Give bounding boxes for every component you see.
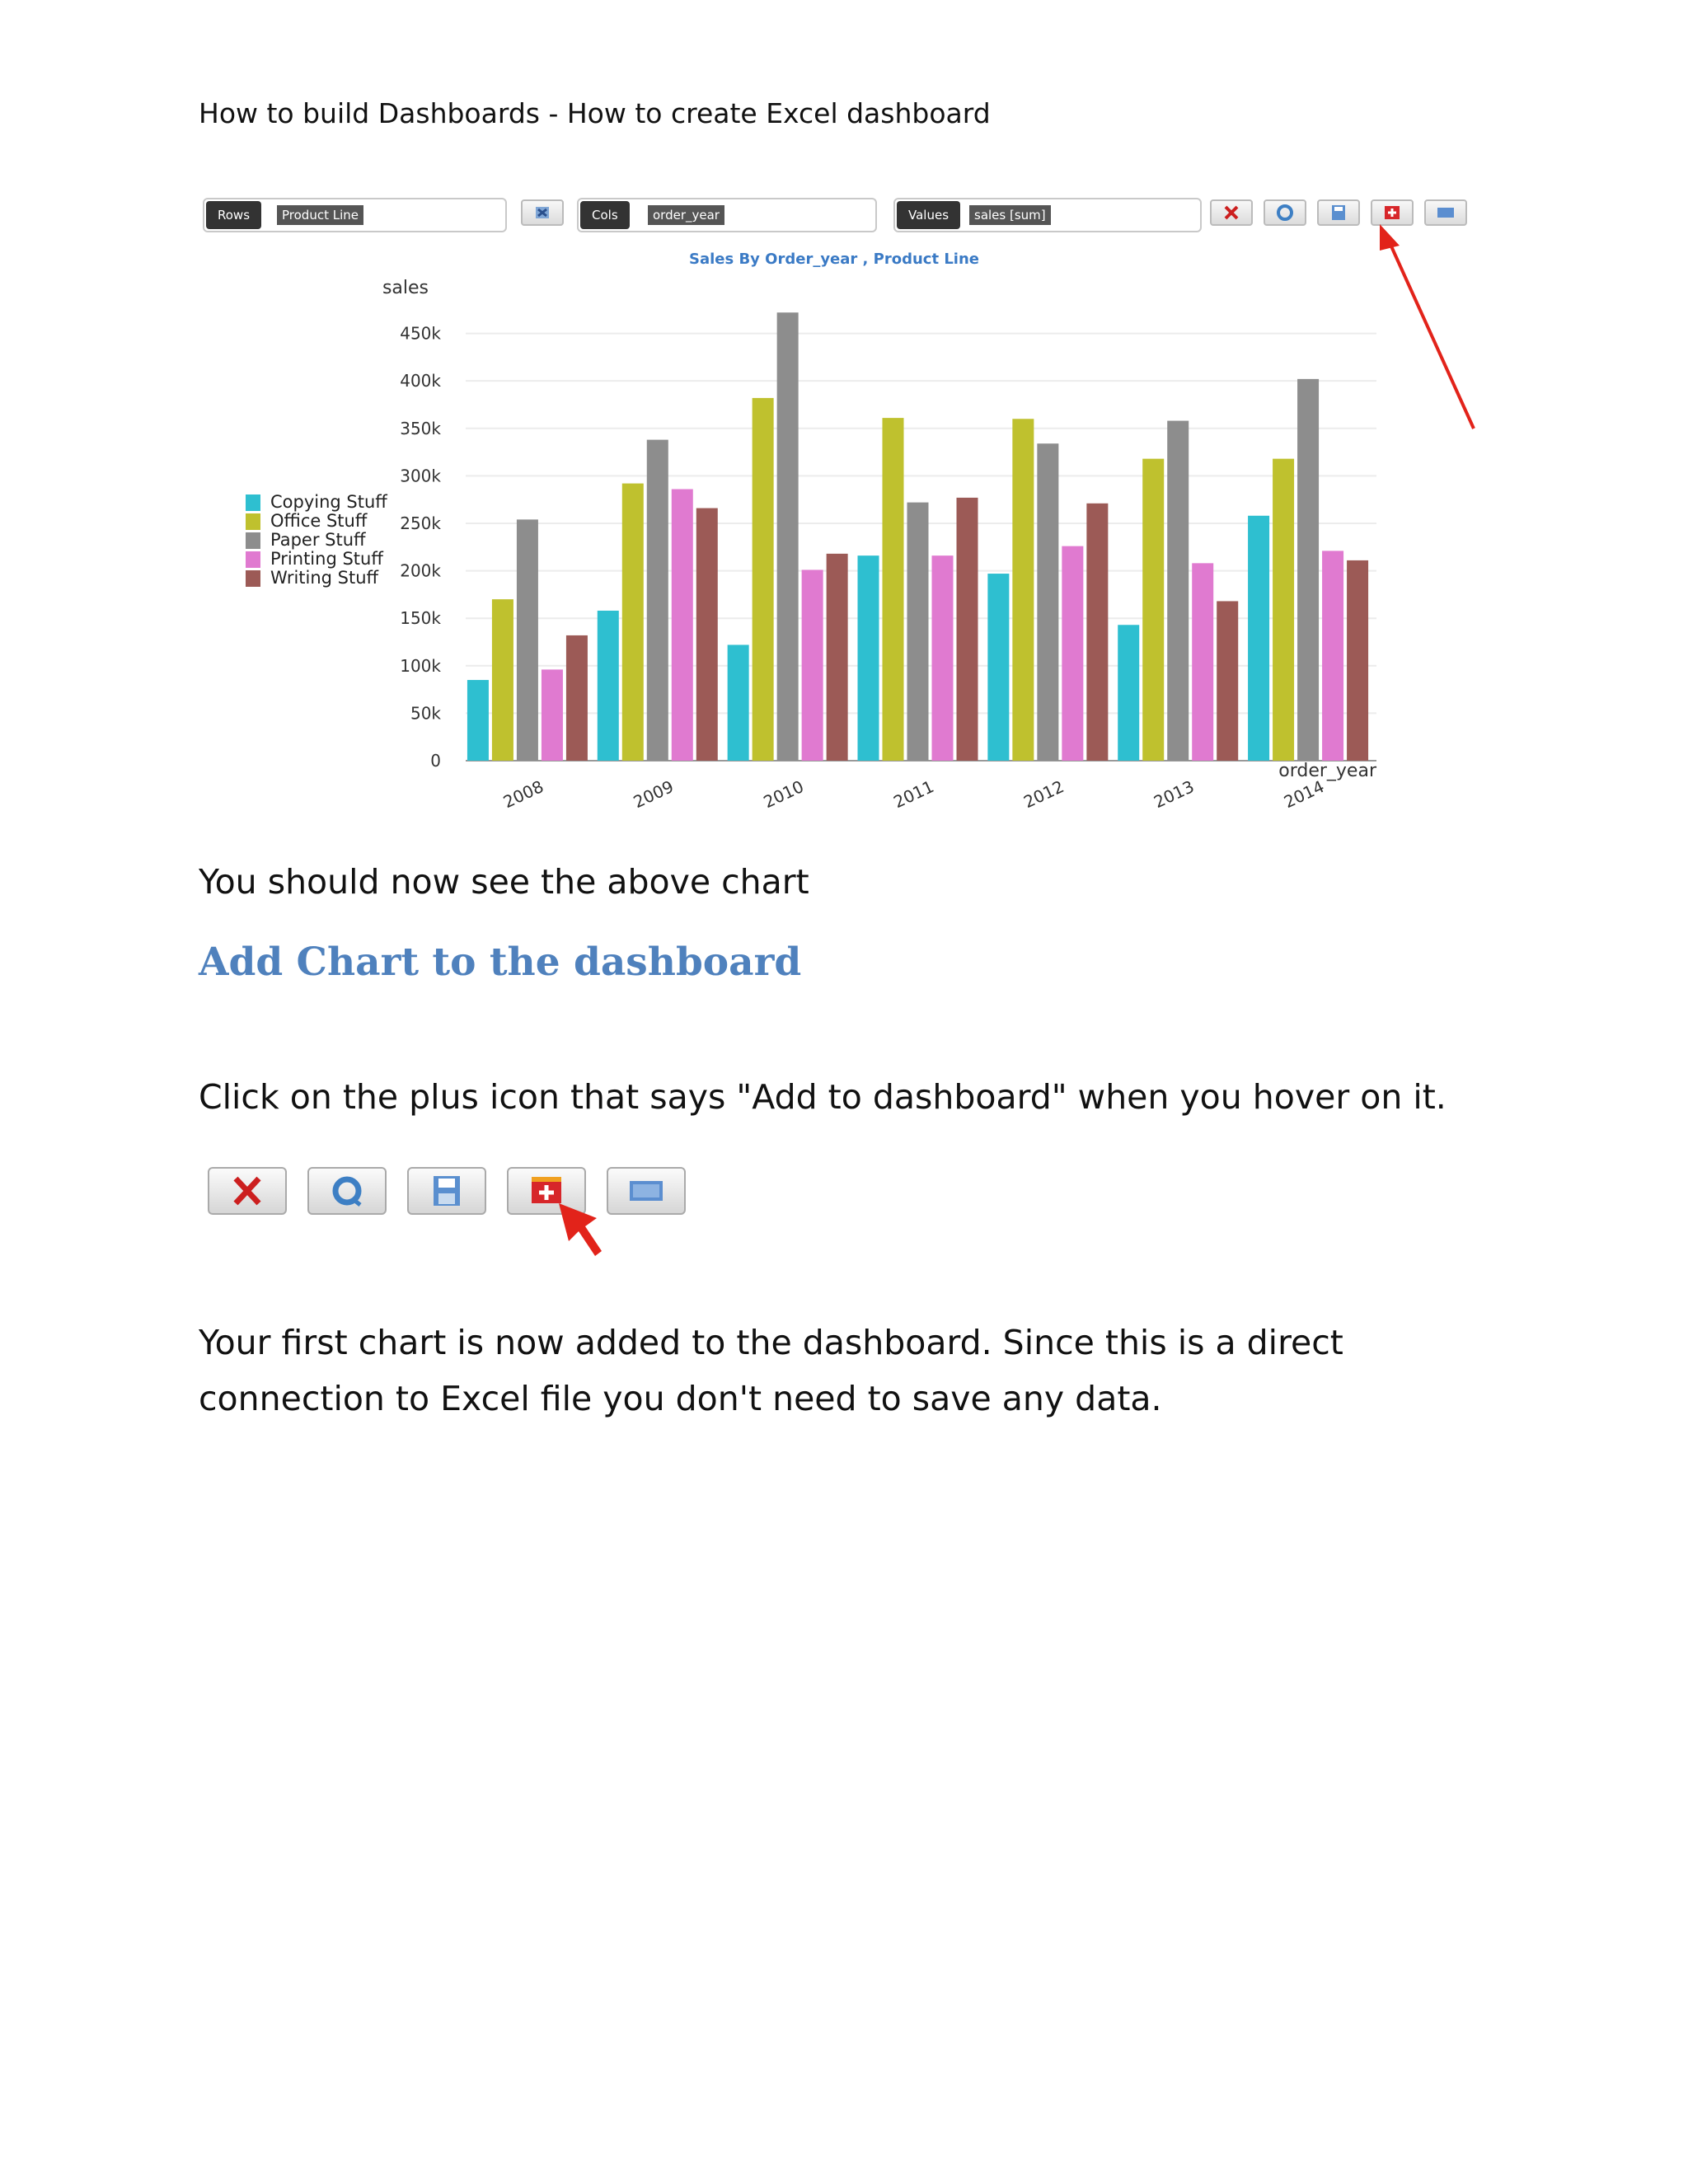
pointer-arrow-large	[554, 1200, 620, 1266]
save-button-large[interactable]	[407, 1167, 486, 1215]
y-tick-labels	[400, 324, 441, 771]
bar-2008-2	[517, 519, 538, 761]
bar-2009-1	[622, 484, 644, 761]
save-icon	[1319, 201, 1358, 224]
x-tick-label: 2014	[1280, 776, 1328, 813]
rows-label: Rows	[206, 201, 261, 229]
y-axis-label: sales	[382, 278, 429, 298]
bar-2008-1	[492, 599, 513, 761]
bar-2012-3	[1062, 546, 1083, 761]
bar-2012-2	[1037, 443, 1058, 761]
bar-2014-0	[1248, 516, 1269, 761]
bar-2013-0	[1118, 625, 1139, 761]
bar-2008-3	[542, 669, 563, 761]
y-tick-label: 400k	[400, 371, 441, 391]
refresh-icon	[1265, 201, 1305, 224]
x-tick-labels	[500, 776, 1327, 812]
values-field[interactable]	[893, 198, 1202, 232]
html-icon	[1426, 201, 1465, 224]
refresh-icon	[309, 1169, 385, 1213]
x-tick-label: 2011	[890, 776, 937, 813]
clear-button[interactable]	[1210, 199, 1253, 226]
clear-field-icon	[523, 201, 562, 224]
legend-label: Copying Stuff	[270, 492, 387, 512]
legend-swatch	[246, 513, 260, 530]
legend-swatch	[246, 551, 260, 568]
values-label: Values	[897, 201, 960, 229]
bar-2008-0	[467, 680, 489, 761]
bar-2012-1	[1012, 419, 1034, 761]
save-icon	[409, 1169, 485, 1213]
bar-2008-4	[566, 635, 588, 761]
clear-button-large[interactable]	[208, 1167, 287, 1215]
y-tick-label: 200k	[400, 560, 441, 581]
legend-label: Paper Stuff	[270, 530, 366, 550]
paragraph-click-instruction: Click on the plus icon that says "Add to dashboard" when you hover on it.	[199, 1077, 1447, 1117]
bar-2009-3	[672, 490, 693, 761]
bar-2011-3	[932, 555, 954, 761]
legend-label: Office Stuff	[270, 511, 368, 531]
y-tick-label: 100k	[400, 655, 441, 676]
sales-bar-chart	[231, 239, 1401, 832]
y-tick-label: 300k	[400, 466, 441, 486]
bar-2014-4	[1347, 560, 1368, 761]
legend-label: Writing Stuff	[270, 568, 379, 588]
bar-2011-1	[883, 418, 904, 761]
bar-2011-2	[907, 503, 929, 761]
x-tick-label: 2008	[499, 776, 547, 813]
legend-swatch	[246, 494, 260, 511]
bar-2012-0	[987, 574, 1009, 761]
page-header: How to build Dashboards - How to create Excel dashboard	[199, 97, 991, 129]
bar-2013-1	[1142, 459, 1164, 761]
bar-2010-4	[827, 554, 848, 761]
legend	[246, 492, 387, 588]
refresh-button[interactable]	[1264, 199, 1306, 226]
refresh-button-large[interactable]	[307, 1167, 387, 1215]
y-tick-label: 250k	[400, 513, 441, 533]
x-tick-label: 2010	[760, 776, 807, 813]
chart-title: Sales By Order_year , Product Line	[688, 251, 980, 268]
legend-swatch	[246, 532, 260, 549]
cols-value[interactable]: order_year	[648, 205, 724, 225]
bar-2012-4	[1086, 504, 1108, 761]
y-tick-label: 0	[430, 751, 441, 771]
pivot-toolbar	[203, 198, 1479, 231]
y-tick-label: 450k	[400, 323, 441, 344]
bars	[467, 312, 1368, 761]
bar-2010-1	[753, 398, 774, 761]
bar-2011-4	[957, 498, 978, 761]
rows-value[interactable]: Product Line	[277, 205, 363, 225]
bar-2013-2	[1167, 421, 1189, 761]
bar-2010-0	[728, 644, 749, 761]
legend-label: Printing Stuff	[270, 549, 383, 569]
y-tick-label: 50k	[410, 703, 441, 724]
values-value[interactable]: sales [sum]	[969, 205, 1051, 225]
y-tick-label: 350k	[400, 418, 441, 438]
cols-label: Cols	[580, 201, 630, 229]
x-axis-label: order_year	[1278, 761, 1376, 781]
x-tick-label: 2012	[1020, 776, 1067, 813]
bar-2010-2	[777, 312, 799, 761]
bar-2014-2	[1297, 379, 1319, 761]
bar-2009-4	[696, 509, 718, 761]
cols-field[interactable]	[577, 198, 877, 232]
rows-field[interactable]	[203, 198, 507, 232]
bar-2014-3	[1322, 551, 1343, 761]
paragraph-chart-note: You should now see the above chart	[199, 862, 809, 902]
y-tick-label: 150k	[400, 608, 441, 629]
bar-2014-1	[1273, 459, 1294, 761]
rows-clear-button[interactable]	[521, 199, 564, 226]
clear-icon	[209, 1169, 285, 1213]
paragraph-conclusion: Your first chart is now added to the dashboard. Since this is a direct connection to Excel file you don't need to save any data.	[199, 1323, 1343, 1418]
save-button[interactable]	[1317, 199, 1360, 226]
clear-icon	[1212, 201, 1251, 224]
legend-swatch	[246, 570, 260, 587]
section-heading: Add Chart to the dashboard	[199, 940, 802, 985]
bar-2013-4	[1217, 601, 1238, 761]
x-tick-label: 2013	[1151, 776, 1198, 813]
bar-2009-2	[647, 440, 668, 761]
bar-2013-3	[1192, 563, 1213, 761]
add-to-dashboard-icon	[1372, 201, 1412, 224]
bar-2010-3	[802, 569, 823, 761]
bar-2009-0	[598, 611, 619, 761]
bar-2011-0	[858, 555, 879, 761]
x-tick-label: 2009	[630, 776, 677, 813]
